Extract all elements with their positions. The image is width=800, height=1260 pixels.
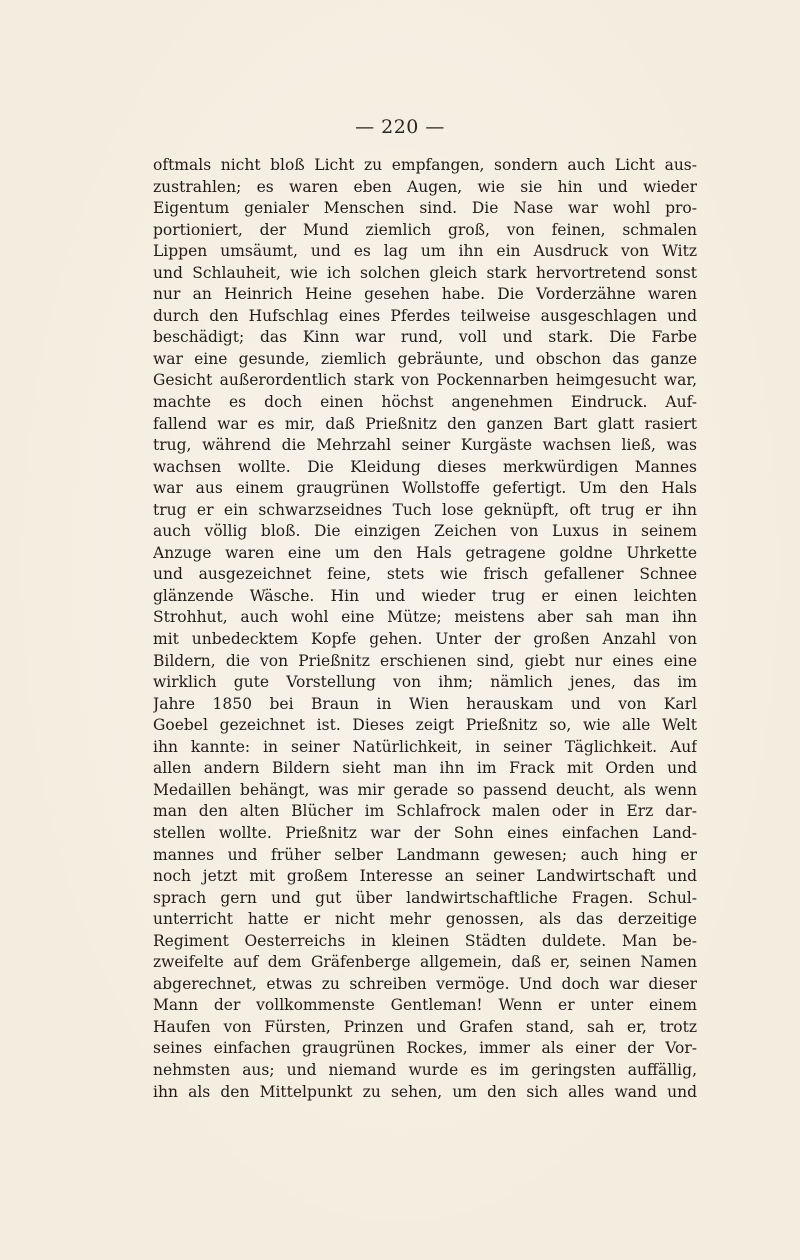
text-line: durch den Hufschlag eines Pferdes teilweise ausgeschlagen und [153, 306, 697, 325]
text-line: sprach gern und gut über landwirtschaftliche Fragen. Schul- [153, 888, 697, 907]
text-line: zustrahlen; es waren eben Augen, wie sie hin und wieder [153, 177, 697, 196]
page-number: — 220 — [355, 116, 445, 138]
text-line: Regiment Oesterreichs in kleinen Städten duldete. Man be- [153, 931, 697, 950]
text-line: noch jetzt mit großem Interesse an seiner Landwirtschaft und [153, 867, 697, 886]
text-line: wachsen wollte. Die Kleidung dieses merkwürdigen Mannes [153, 457, 697, 476]
text-line: Eigentum genialer Menschen sind. Die Nase war wohl pro- [153, 199, 697, 218]
text-line: zweifelte auf dem Gräfenberge allgemein, daß er, seinen Namen [153, 953, 697, 972]
text-line: machte es doch einen höchst angenehmen Eindruck. Auf- [153, 393, 697, 412]
text-line: Lippen umsäumt, und es lag um ihn ein Ausdruck von Witz [153, 242, 697, 261]
text-line: und ausgezeichnet feine, stets wie frisch gefallener Schnee [153, 565, 697, 584]
text-line: Strohhut, auch wohl eine Mütze; meistens aber sah man ihn [153, 608, 697, 627]
text-line: man den alten Blücher im Schlafrock malen oder in Erz dar- [153, 802, 697, 821]
text-line: oftmals nicht bloß Licht zu empfangen, sondern auch Licht aus- [153, 156, 697, 174]
text-line: unterricht hatte er nicht mehr genossen, als das derzeitige [153, 910, 697, 929]
text-line: wirklich gute Vorstellung von ihm; nämlich jenes, das im [153, 673, 697, 692]
text-line: ihn als den Mittelpunkt zu sehen, um den sich alles wand und [153, 1082, 697, 1101]
text-line: Haufen von Fürsten, Prinzen und Grafen stand, sah er, trotz [153, 1017, 697, 1036]
text-line: Jahre 1850 bei Braun in Wien herauskam und von Karl [153, 694, 697, 713]
text-line: abgerechnet, etwas zu schreiben vermöge. Und doch war dieser [153, 974, 697, 993]
text-line: nur an Heinrich Heine gesehen habe. Die Vorderzähne waren [153, 285, 697, 304]
body-text [153, 155, 697, 1103]
text-line: Goebel gezeichnet ist. Dieses zeigt Prießnitz so, wie alle Welt [153, 716, 697, 735]
text-line: mit unbedecktem Kopfe gehen. Unter der großen Anzahl von [153, 630, 697, 649]
text-line: seines einfachen graugrünen Rockes, immer als einer der Vor- [153, 1039, 697, 1058]
text-line: war aus einem graugrünen Wollstoffe gefertigt. Um den Hals [153, 479, 697, 498]
text-line: trug er ein schwarzseidnes Tuch lose geknüpft, oft trug er ihn [153, 500, 697, 519]
text-line: Anzuge waren eine um den Hals getragene goldne Uhrkette [153, 543, 697, 562]
text-line: mannes und früher selber Landmann gewesen; auch hing er [153, 845, 697, 864]
text-line: beschädigt; das Kinn war rund, voll und stark. Die Farbe [153, 328, 697, 347]
text-line: Medaillen behängt, was mir gerade so passend deucht, als wenn [153, 780, 697, 799]
text-line: glänzende Wäsche. Hin und wieder trug er einen leichten [153, 586, 697, 605]
text-line: ihn kannte: in seiner Natürlichkeit, in seiner Täglichkeit. Auf [153, 737, 697, 756]
text-line: Mann der vollkommenste Gentleman! Wenn er unter einem [153, 996, 697, 1015]
text-line: war eine gesunde, ziemlich gebräunte, und obschon das ganze [153, 349, 697, 368]
text-line: portioniert, der Mund ziemlich groß, von feinen, schmalen [153, 220, 697, 239]
text-line: nehmsten aus; und niemand wurde es im geringsten auffällig, [153, 1060, 697, 1079]
text-line: Bildern, die von Prießnitz erschienen sind, giebt nur eines eine [153, 651, 697, 670]
text-line: trug, während die Mehrzahl seiner Kurgäste wachsen ließ, was [153, 436, 697, 455]
text-line: auch völlig bloß. Die einzigen Zeichen von Luxus in seinem [153, 522, 697, 541]
text-line: Gesicht außerordentlich stark von Pockennarben heimgesucht war, [153, 371, 697, 390]
text-line: allen andern Bildern sieht man ihn im Frack mit Orden und [153, 759, 697, 778]
text-line: und Schlauheit, wie ich solchen gleich stark hervortretend sonst [153, 263, 697, 282]
text-line: stellen wollte. Prießnitz war der Sohn eines einfachen Land- [153, 823, 697, 842]
text-line: fallend war es mir, daß Prießnitz den ganzen Bart glatt rasiert [153, 414, 697, 433]
